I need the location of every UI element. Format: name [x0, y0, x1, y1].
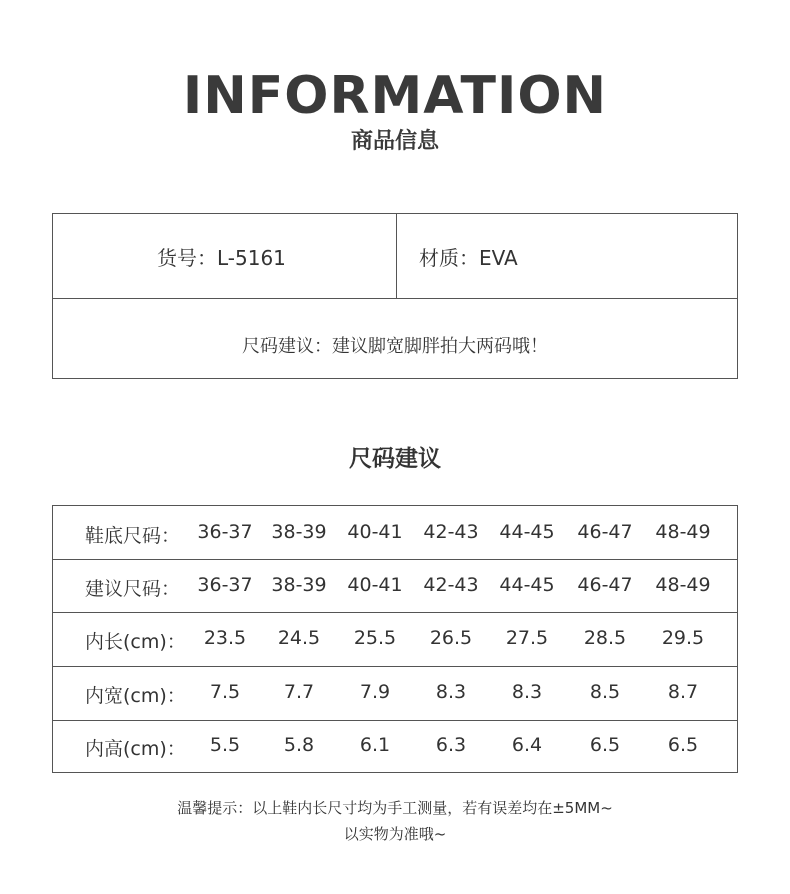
table-cell: 38-39 — [271, 521, 327, 543]
table-cell: 27.5 — [505, 627, 549, 649]
item-number: 货号：L-5161 — [157, 246, 286, 270]
product-info-box — [52, 213, 738, 379]
table-cell: 5.8 — [283, 734, 315, 756]
page-title-english: INFORMATION — [182, 66, 608, 126]
size-table — [52, 505, 738, 773]
table-cell: 46-47 — [577, 521, 633, 543]
table-cell: 8.7 — [667, 681, 699, 703]
table-cell: 36-37 — [197, 521, 253, 543]
page-title-chinese: 商品信息 — [350, 129, 439, 154]
info-divider-right — [396, 298, 738, 299]
table-cell: 40-41 — [347, 521, 403, 543]
table-cell: 23.5 — [203, 627, 247, 649]
table-cell: 29.5 — [661, 627, 705, 649]
table-cell: 7.9 — [359, 681, 391, 703]
table-cell: 7.5 — [209, 681, 241, 703]
table-cell: 8.3 — [511, 681, 543, 703]
size-advice: 尺码建议：建议脚宽脚胖拍大两码哦！ — [242, 336, 548, 357]
table-cell: 5.5 — [209, 734, 241, 756]
footer-note-line2: 以实物为准哦~ — [343, 825, 447, 843]
table-row-divider — [53, 612, 737, 613]
table-cell: 26.5 — [429, 627, 473, 649]
size-section-title: 尺码建议 — [349, 446, 441, 472]
table-cell: 8.3 — [435, 681, 467, 703]
table-row-divider — [53, 666, 737, 667]
table-cell: 42-43 — [423, 574, 479, 596]
material: 材质：EVA — [419, 246, 518, 270]
table-cell: 6.1 — [359, 734, 391, 756]
info-divider-left — [53, 298, 396, 299]
table-row-divider — [53, 559, 737, 560]
table-cell: 42-43 — [423, 521, 479, 543]
table-cell: 40-41 — [347, 574, 403, 596]
table-cell: 6.3 — [435, 734, 467, 756]
table-cell: 48-49 — [655, 574, 711, 596]
info-divider-vertical — [396, 214, 397, 298]
table-row-label: 内宽(cm)： — [85, 685, 186, 707]
table-row-divider — [53, 720, 737, 721]
table-cell: 24.5 — [277, 627, 321, 649]
table-row-label: 内高(cm)： — [85, 738, 186, 760]
table-cell: 25.5 — [353, 627, 397, 649]
footer-note-line1: 温馨提示：以上鞋内长尺寸均为手工测量，若有误差均在±5MM~ — [177, 799, 613, 817]
table-row-label: 内长(cm)： — [85, 631, 186, 653]
table-cell: 38-39 — [271, 574, 327, 596]
table-cell: 7.7 — [283, 681, 315, 703]
table-cell: 36-37 — [197, 574, 253, 596]
table-cell: 44-45 — [499, 521, 555, 543]
table-cell: 8.5 — [589, 681, 621, 703]
table-cell: 6.4 — [511, 734, 543, 756]
table-cell: 44-45 — [499, 574, 555, 596]
table-cell: 48-49 — [655, 521, 711, 543]
table-row-label: 建议尺码： — [85, 578, 181, 600]
table-cell: 6.5 — [589, 734, 621, 756]
table-cell: 28.5 — [583, 627, 627, 649]
table-cell: 6.5 — [667, 734, 699, 756]
table-cell: 46-47 — [577, 574, 633, 596]
table-row-label: 鞋底尺码： — [85, 525, 181, 547]
